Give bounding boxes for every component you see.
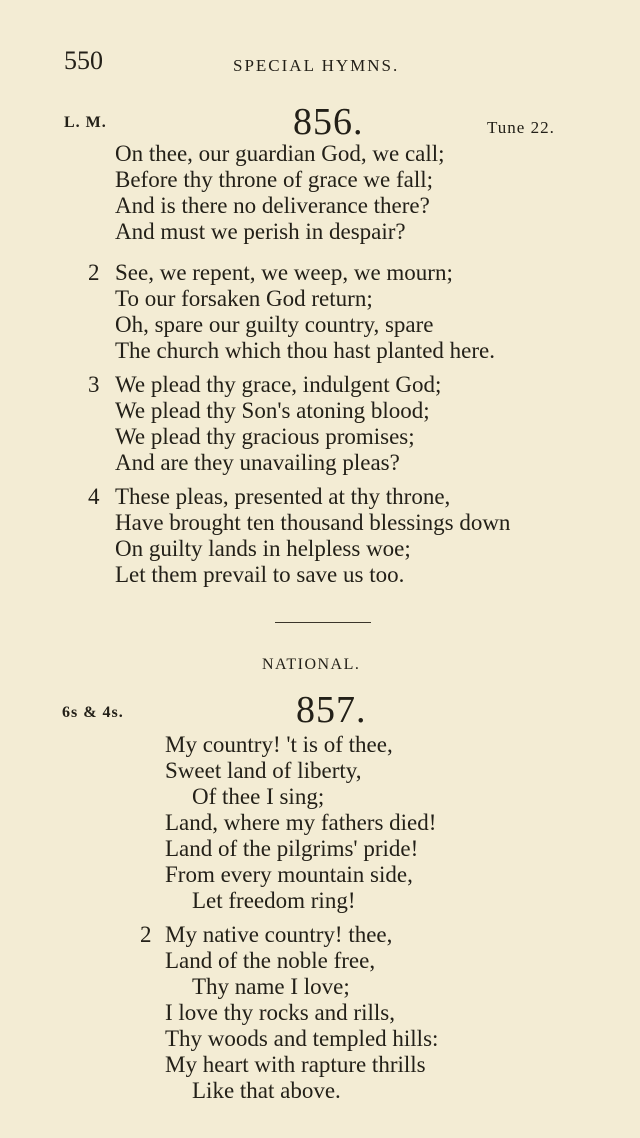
stanza-line: And is there no deliverance there?	[115, 193, 430, 218]
hymn-856-meter: L. M.	[64, 114, 107, 131]
stanza-line: Sweet land of liberty,	[165, 758, 362, 783]
stanza-line: Oh, spare our guilty country, spare	[115, 312, 434, 337]
hymn-856-stanza-3	[115, 372, 441, 476]
section-title: NATIONAL.	[262, 656, 361, 673]
stanza-line: Land of the pilgrims' pride!	[165, 836, 419, 861]
stanza-line: We plead thy Son's atoning blood;	[115, 398, 430, 423]
stanza-line: See, we repent, we weep, we mourn;	[115, 260, 453, 285]
page-number: 550	[64, 46, 103, 75]
hymn-856-number: 856.	[293, 101, 364, 143]
hymn-856-tune: Tune 22.	[487, 118, 555, 137]
verse-number: 2	[88, 260, 100, 285]
stanza-line: I love thy rocks and rills,	[165, 1000, 395, 1025]
stanza-line: Let freedom ring!	[192, 888, 356, 913]
stanza-line: My country! 't is of thee,	[165, 732, 393, 757]
stanza-line: Let them prevail to save us too.	[115, 562, 405, 587]
stanza-line: Before thy throne of grace we fall;	[115, 167, 434, 192]
stanza-line: From every mountain side,	[165, 862, 413, 887]
stanza-line: We plead thy gracious promises;	[115, 424, 415, 449]
stanza-line: Thy name I love;	[192, 974, 350, 999]
hymn-857-number: 857.	[296, 689, 367, 731]
verse-number: 4	[88, 484, 100, 509]
stanza-line: And are they unavailing pleas?	[115, 450, 400, 475]
stanza-line: Of thee I sing;	[192, 784, 325, 809]
stanza-line: On thee, our guardian God, we call;	[115, 141, 445, 166]
verse-number: 2	[140, 922, 152, 947]
stanza-line: Thy woods and templed hills:	[165, 1026, 439, 1051]
stanza-line: We plead thy grace, indulgent God;	[115, 372, 442, 397]
stanza-line: And must we perish in despair?	[115, 219, 406, 244]
hymn-857-meter: 6s & 4s.	[62, 704, 124, 721]
hymn-856-stanza-4	[115, 484, 510, 588]
stanza-line: Have brought ten thousand blessings down	[115, 510, 511, 535]
stanza-line: Land, where my fathers died!	[165, 810, 437, 835]
hymn-857-stanza-1	[165, 732, 436, 914]
running-head: SPECIAL HYMNS.	[233, 56, 400, 75]
hymn-857-stanza-2	[165, 922, 438, 1104]
stanza-line: Like that above.	[192, 1078, 341, 1103]
hymn-856-stanza-2	[115, 260, 495, 364]
stanza-line: On guilty lands in helpless woe;	[115, 536, 411, 561]
stanza-line: Land of the noble free,	[165, 948, 376, 973]
stanza-line: My heart with rapture thrills	[165, 1052, 426, 1077]
stanza-line: These pleas, presented at thy throne,	[115, 484, 451, 509]
verse-number: 3	[88, 372, 100, 397]
stanza-line: My native country! thee,	[165, 922, 393, 947]
stanza-line: To our forsaken God return;	[115, 286, 373, 311]
stanza-line: The church which thou hast planted here.	[115, 338, 496, 363]
hymn-856-stanza-1	[115, 141, 445, 245]
section-divider	[275, 622, 371, 623]
